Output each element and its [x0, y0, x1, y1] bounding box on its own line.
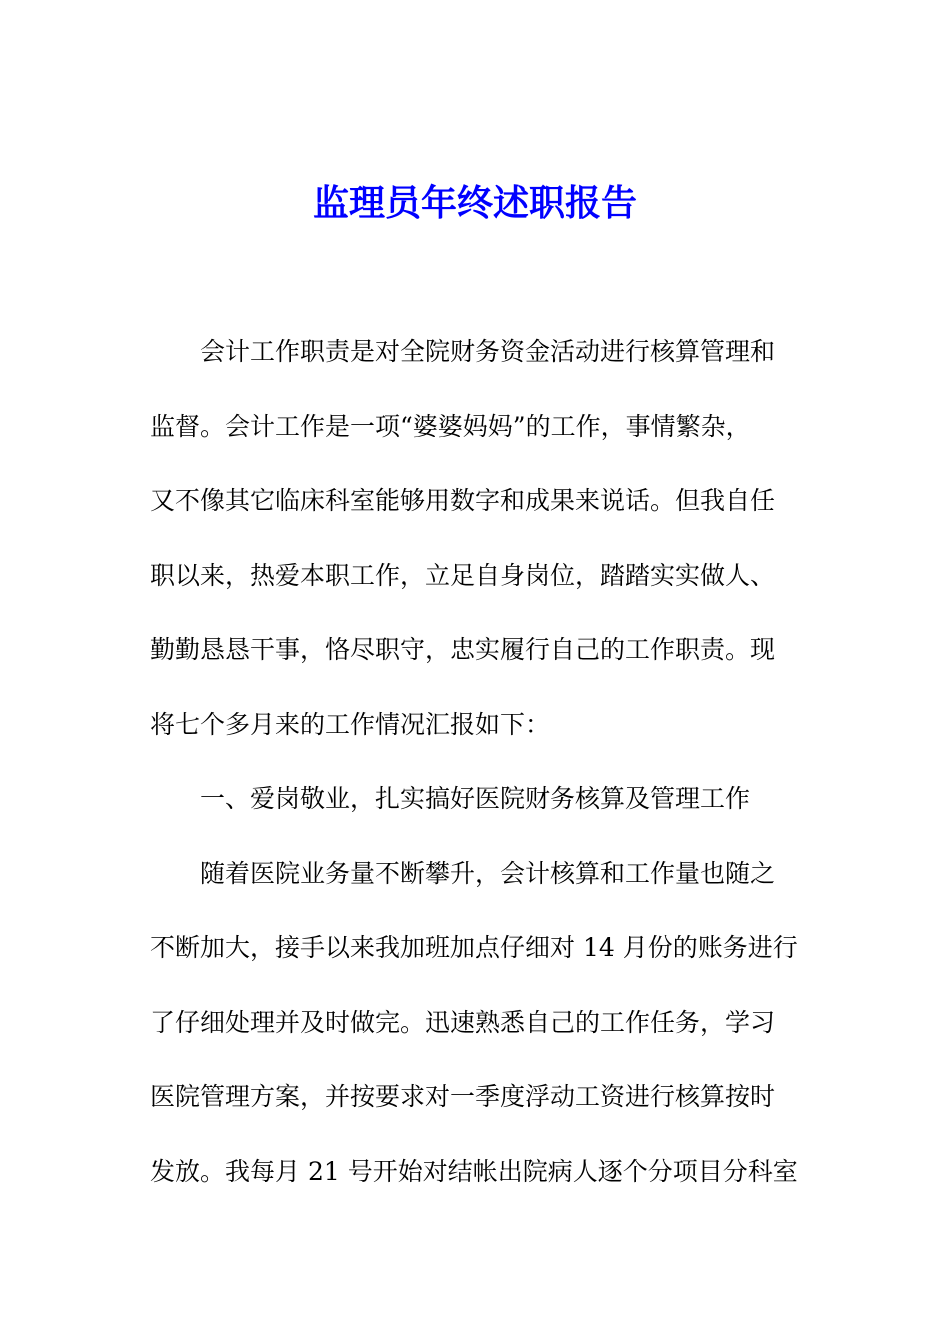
paragraph-line: 将七个多月来的工作情况汇报如下：: [150, 709, 551, 739]
paragraph-line: 发放。我每月 21 号开始对结帐出院病人逐个分项目分科室: [150, 1156, 798, 1186]
paragraph-line: 了仔细处理并及时做完。迅速熟悉自己的工作任务，学习: [150, 1007, 776, 1037]
paragraph-line: 又不像其它临床科室能够用数字和成果来说话。但我自任: [150, 486, 776, 515]
paragraph-line: 监督。会计工作是一项“婆婆妈妈”的工作，事情繁杂，: [150, 411, 751, 441]
document-body: [150, 327, 800, 1221]
paragraph-line: 会计工作职责是对全院财务资金活动进行核算管理和: [200, 337, 776, 366]
paragraph-line: 不断加大，接手以来我加班加点仔细对 14 月份的账务进行: [150, 933, 798, 962]
paragraph-line: 随着医院业务量不断攀升，会计核算和工作量也随之: [200, 858, 776, 888]
document-title: 监理员年终述职报告: [312, 182, 637, 224]
paragraph-line: 医院管理方案，并按要求对一季度浮动工资进行核算按时: [150, 1082, 776, 1111]
paragraph-line: 勤勤恳恳干事，恪尽职守，忠实履行自己的工作职责。现: [150, 635, 776, 664]
paragraph-line: 职以来，热爱本职工作，立足自身岗位，踏踏实实做人、: [150, 560, 776, 590]
section-heading: 一、爱岗敬业，扎实搞好医院财务核算及管理工作: [200, 784, 751, 813]
